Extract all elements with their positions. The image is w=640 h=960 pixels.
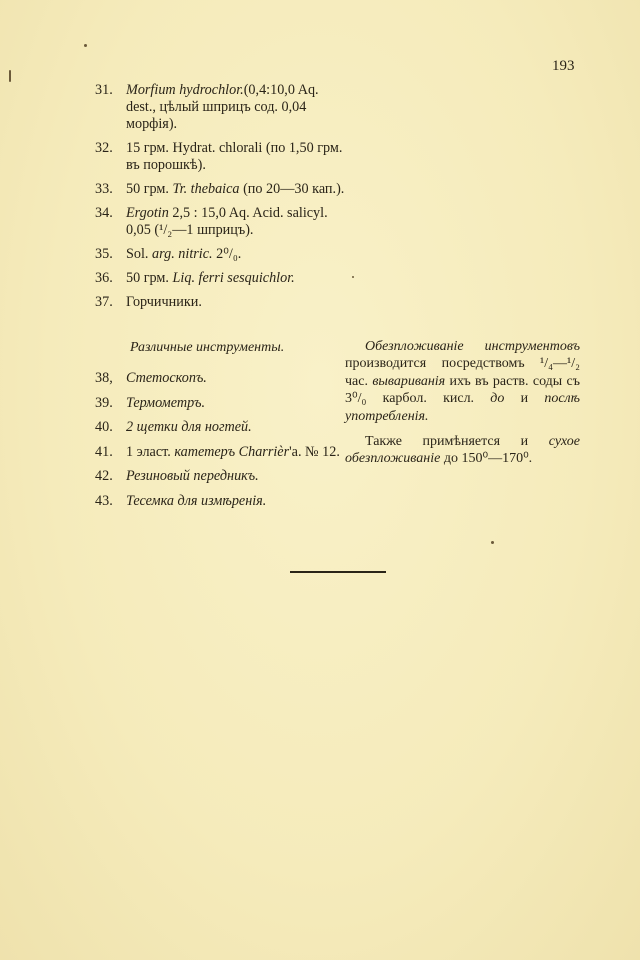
- text-run: 2,5 : 15,0 Aq. Acid. salicyl. 0,05 (¹/₂—1 шприцъ).: [126, 205, 328, 238]
- list-item: [95, 468, 345, 485]
- item-text: [126, 468, 345, 485]
- page-number: 193: [552, 58, 575, 74]
- list-item: [95, 270, 345, 287]
- note-paragraph: [345, 338, 580, 425]
- item-number: 40.: [95, 419, 113, 436]
- text-run: вывариванія: [372, 373, 446, 389]
- closing-rule: [290, 571, 386, 573]
- list-item: [95, 444, 345, 461]
- text-run: 2 щетки для ногтей.: [126, 419, 252, 436]
- text-run: (по 20—30 кап.).: [239, 181, 345, 197]
- text-run: ихъ въ раств. соды съ 3⁰/₀ карбол. кисл.: [345, 373, 581, 407]
- sterilization-note: [345, 338, 580, 476]
- text-run: до 150⁰—170⁰.: [440, 451, 533, 467]
- item-text: [126, 270, 345, 287]
- instruments-list: [95, 370, 345, 518]
- text-run: и: [504, 391, 545, 407]
- paper-speck: [352, 276, 354, 278]
- item-number: 33.: [95, 181, 113, 197]
- text-run: Тесемка для измѣренія.: [126, 492, 267, 509]
- text-run: Ergotin: [126, 205, 169, 221]
- item-number: 43.: [95, 492, 113, 509]
- paper-speck: [84, 44, 87, 47]
- list-item: [95, 395, 345, 412]
- list-item: [95, 205, 345, 239]
- item-number: 32.: [95, 140, 113, 156]
- text-run: Резиновый передникъ.: [126, 468, 259, 485]
- item-number: 36.: [95, 270, 113, 286]
- item-text: [126, 419, 345, 436]
- item-text: [126, 140, 345, 174]
- text-run: 1 эласт.: [126, 443, 175, 460]
- item-number: 41.: [95, 443, 113, 460]
- item-text: [126, 82, 345, 133]
- list-item: [95, 140, 345, 174]
- text-run: 15 грм. Hydrat. chlorali (по 1,50 грм. въ порошкѣ).: [126, 140, 343, 173]
- item-text: [126, 205, 345, 239]
- text-run: Термометръ.: [126, 394, 206, 411]
- list-item: [95, 493, 345, 510]
- text-run: производится посредствомъ ¹/₄—¹/₂ час.: [345, 356, 580, 389]
- item-text: [126, 246, 345, 263]
- text-run: Morfium hydrochlor.: [126, 82, 244, 98]
- list-item: [95, 419, 345, 436]
- text-run: Также примѣняется и: [365, 434, 549, 450]
- item-text: [126, 395, 345, 412]
- list-item: [95, 294, 345, 311]
- item-text: [126, 444, 345, 461]
- text-run: 2⁰/₀.: [212, 246, 242, 262]
- text-run: 'а. № 12.: [289, 443, 340, 460]
- paper-speck: [9, 70, 11, 82]
- text-run: Tr. thebaica: [172, 181, 240, 197]
- text-run: послѣ употребленія.: [345, 391, 580, 424]
- item-text: [126, 493, 345, 510]
- item-text: [126, 370, 345, 387]
- text-run: катетеръ Charrièr: [174, 443, 290, 460]
- item-number: 35.: [95, 246, 113, 262]
- supplies-list: [95, 82, 345, 318]
- text-run: Стетоскопъ.: [126, 370, 207, 386]
- item-number: 39.: [95, 394, 113, 411]
- text-run: Sol.: [126, 246, 153, 262]
- text-run: Обезпложиваніе инструментовъ: [365, 339, 580, 354]
- text-run: до: [490, 391, 505, 407]
- item-number: 31.: [95, 82, 113, 98]
- text-run: arg. nitric.: [152, 246, 213, 262]
- item-number: 34.: [95, 205, 113, 221]
- text-run: сухое обезпложиваніе: [345, 434, 580, 467]
- section-heading: Различные инструменты.: [130, 340, 285, 355]
- item-text: [126, 181, 345, 198]
- text-run: (0,4:10,0 Aq. dest., цѣлый шприцъ сод. 0,04 морфія).: [126, 82, 319, 132]
- note-paragraph: [345, 433, 580, 468]
- item-text: [126, 294, 345, 311]
- paper-speck: [491, 541, 494, 544]
- list-item: [95, 82, 345, 133]
- text-run: Горчичники.: [126, 294, 202, 310]
- text-run: Liq. ferri sesquichlor.: [172, 270, 295, 286]
- item-number: 38,: [95, 370, 113, 386]
- list-item: [95, 370, 345, 387]
- item-number: 42.: [95, 468, 113, 485]
- text-run: 50 грм.: [126, 270, 173, 286]
- list-item: [95, 246, 345, 263]
- item-number: 37.: [95, 294, 113, 310]
- text-run: 50 грм.: [126, 181, 173, 197]
- list-item: [95, 181, 345, 198]
